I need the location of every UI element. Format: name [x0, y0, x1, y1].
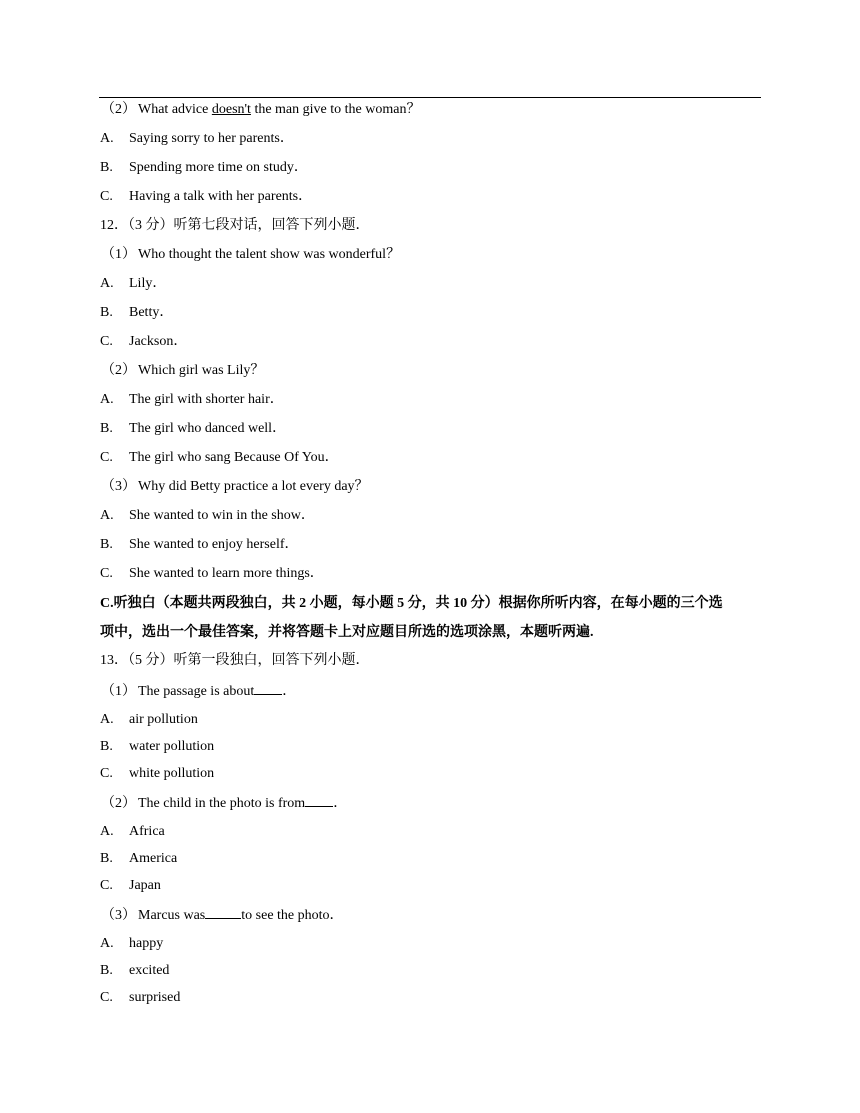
- option-letter: B.: [100, 963, 113, 978]
- sub-number: （2）: [101, 102, 136, 117]
- option-c: [100, 448, 761, 468]
- option-b: [100, 961, 761, 981]
- question-text: Which girl was Lily？: [138, 363, 265, 378]
- option-a: [100, 129, 761, 149]
- option-b: [100, 419, 761, 439]
- option-a: [100, 710, 761, 730]
- option-text: She wanted to win in the show．: [129, 508, 315, 523]
- option-letter: A.: [100, 824, 114, 839]
- option-text: Japan: [129, 878, 161, 893]
- sub-number: （2）: [101, 363, 136, 378]
- option-c: [100, 876, 761, 896]
- option-letter: A.: [100, 276, 114, 291]
- question-12-stem: 12．（3 分）听第七段对话，回答下列小题．: [100, 218, 370, 233]
- option-text: Africa: [129, 824, 165, 839]
- question-text: Who thought the talent show was wonderful？: [138, 247, 401, 262]
- question-11-2: [100, 100, 761, 120]
- option-letter: C.: [100, 566, 113, 581]
- option-a: [100, 822, 761, 842]
- answer-blank: [205, 904, 241, 919]
- option-text: water pollution: [129, 739, 215, 754]
- question-12-2: [100, 361, 761, 381]
- option-letter: B.: [100, 160, 113, 175]
- option-text: air pollution: [129, 712, 198, 727]
- question-13-1: [100, 680, 761, 702]
- sub-number: （1）: [101, 684, 136, 699]
- option-text: excited: [129, 963, 170, 978]
- option-letter: A.: [100, 936, 114, 951]
- option-letter: B.: [100, 421, 113, 436]
- sub-number: （3）: [101, 479, 136, 494]
- option-text: white pollution: [129, 766, 215, 781]
- option-b: [100, 737, 761, 757]
- question-text: ．: [282, 684, 297, 699]
- option-text: surprised: [129, 990, 181, 1005]
- option-b: [100, 158, 761, 178]
- question-12-1: [100, 245, 761, 265]
- option-c: [100, 564, 761, 584]
- option-text: Saying sorry to her parents．: [129, 131, 294, 146]
- page-content: [100, 100, 761, 1008]
- question-text: the man give to the woman？: [250, 102, 421, 117]
- question-13-2: [100, 792, 761, 814]
- question-13-stem: 13．（5 分）听第一段独白，回答下列小题．: [100, 653, 370, 668]
- option-text: The girl with shorter hair．: [129, 392, 284, 407]
- option-text: Jackson．: [129, 334, 188, 349]
- option-text: America: [129, 851, 178, 866]
- header-rule: [99, 97, 761, 98]
- question-13-3: [100, 904, 761, 926]
- option-a: [100, 274, 761, 294]
- option-letter: A.: [100, 712, 114, 727]
- option-a: [100, 390, 761, 410]
- option-text: Betty．: [129, 305, 174, 320]
- underlined-word: doesn't: [211, 102, 251, 117]
- option-letter: C.: [100, 766, 113, 781]
- option-b: [100, 535, 761, 555]
- option-c: [100, 332, 761, 352]
- option-letter: C.: [100, 450, 113, 465]
- section-c-line-2: 项中，选出一个最佳答案，并将答题卡上对应题目所选的选项涂黑，本题听两遍.: [100, 625, 594, 640]
- question-text: The passage is about: [138, 684, 255, 699]
- option-letter: C.: [100, 990, 113, 1005]
- option-letter: B.: [100, 305, 113, 320]
- question-text: The child in the photo is from: [138, 796, 306, 811]
- option-text: The girl who danced well．: [129, 421, 287, 436]
- option-letter: C.: [100, 878, 113, 893]
- option-b: [100, 303, 761, 323]
- option-letter: B.: [100, 739, 113, 754]
- question-text: What advice: [138, 102, 212, 117]
- option-letter: A.: [100, 131, 114, 146]
- option-letter: B.: [100, 851, 113, 866]
- option-c: [100, 988, 761, 1008]
- option-c: [100, 187, 761, 207]
- question-text: Marcus was: [138, 908, 206, 923]
- option-text: She wanted to learn more things．: [129, 566, 324, 581]
- option-text: happy: [129, 936, 164, 951]
- option-letter: C.: [100, 189, 113, 204]
- option-a: [100, 934, 761, 954]
- option-letter: B.: [100, 537, 113, 552]
- sub-number: （2）: [101, 796, 136, 811]
- option-text: Having a talk with her parents．: [129, 189, 313, 204]
- question-12-3: [100, 477, 761, 497]
- answer-blank: [305, 792, 333, 807]
- question-text: ．: [333, 796, 348, 811]
- option-c: [100, 764, 761, 784]
- question-text: Why did Betty practice a lot every day？: [138, 479, 369, 494]
- section-c-instructions: [100, 589, 761, 647]
- option-a: [100, 506, 761, 526]
- option-letter: A.: [100, 392, 114, 407]
- sub-number: （3）: [101, 908, 136, 923]
- option-text: She wanted to enjoy herself．: [129, 537, 299, 552]
- option-letter: C.: [100, 334, 113, 349]
- answer-blank: [254, 680, 282, 695]
- option-text: Lily．: [129, 276, 167, 291]
- option-b: [100, 849, 761, 869]
- option-text: Spending more time on study．: [129, 160, 308, 175]
- option-text: The girl who sang Because Of You．: [129, 450, 339, 465]
- option-letter: A.: [100, 508, 114, 523]
- section-c-line-1: C.听独白（本题共两段独白，共 2 小题，每小题 5 分，共 10 分）根据你所听内容，在每小题的三个选: [100, 596, 723, 611]
- question-text: to see the photo．: [241, 908, 344, 923]
- sub-number: （1）: [101, 247, 136, 262]
